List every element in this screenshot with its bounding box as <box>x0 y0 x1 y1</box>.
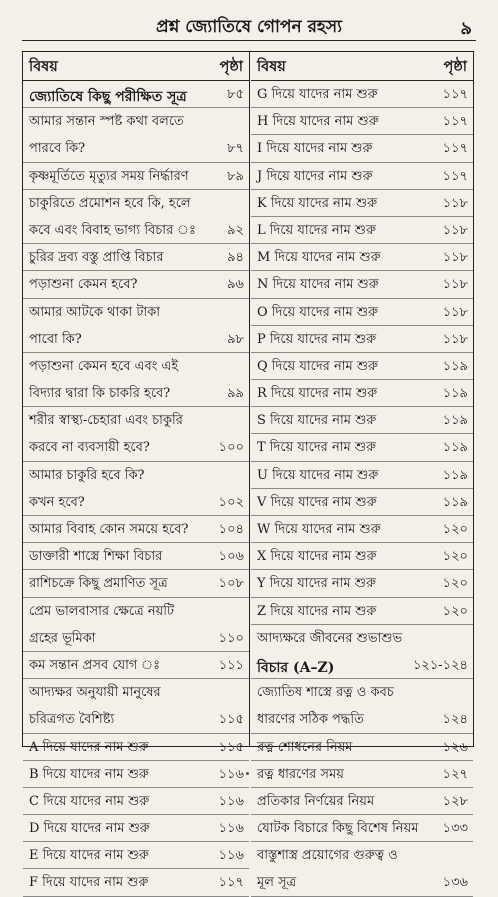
right-toc-entry <box>251 625 473 652</box>
left-subject-heading: বিষয় <box>29 58 58 75</box>
entry-title: জ্যোতিষ শাস্ত্রে রত্ন ও কবচ <box>257 685 394 701</box>
entry-title: L দিয়ে যাদের নাম শুরু <box>257 222 376 238</box>
right-header-row <box>251 52 473 81</box>
entry-title: O দিয়ে যাদের নাম শুরু <box>257 304 378 320</box>
entry-page: ৯৬ <box>227 277 244 293</box>
entry-page: ১১৭ <box>442 114 468 130</box>
entry-page: ৮৫ <box>227 87 244 102</box>
entry-title: I দিয়ে যাদের নাম শুরু <box>257 141 373 157</box>
entry-title: A দিয়ে যাদের নাম শুরু <box>29 739 149 755</box>
right-toc-entry <box>251 326 473 353</box>
entry-page: ১১১ <box>218 657 244 673</box>
left-toc-entry <box>23 353 249 380</box>
left-column <box>23 52 249 891</box>
entry-page: ১২১-১২৪ <box>412 657 468 673</box>
right-entry-list <box>251 81 473 897</box>
entry-title: G দিয়ে যাদের নাম শুরু <box>257 87 378 102</box>
right-toc-entry <box>251 271 473 298</box>
left-toc-entry <box>23 489 249 516</box>
entry-page: ১১৮ <box>442 304 468 320</box>
entry-title: চরিত্রগত বৈশিষ্ট্য <box>29 712 115 728</box>
entry-title: বিদ্যার দ্বারা কি চাকরি হবে? <box>29 386 171 402</box>
entry-title: U দিয়ে যাদের নাম শুরু <box>257 467 379 483</box>
right-toc-entry <box>251 679 473 706</box>
entry-title: আমার চাকুরি হবে কি? <box>29 467 145 483</box>
right-toc-entry <box>251 570 473 597</box>
entry-page: ১০৮ <box>218 576 244 592</box>
left-toc-entry <box>23 598 249 625</box>
right-toc-entry <box>251 163 473 190</box>
left-toc-entry <box>23 706 249 733</box>
entry-page: ১২৮ <box>442 793 468 809</box>
entry-title: রাশিচক্রে কিছু প্রমাণিত সূত্র <box>29 576 168 592</box>
left-toc-entry <box>23 761 249 788</box>
entry-page: ১১৬ <box>218 821 244 837</box>
entry-title: আদ্যক্ষরে জীবনের শুভাশুভ <box>257 630 403 646</box>
left-toc-entry <box>23 407 249 434</box>
left-toc-entry <box>23 299 249 326</box>
right-toc-entry <box>251 190 473 217</box>
entry-page: ১১৯ <box>442 467 468 483</box>
entry-page: ১১৬ <box>218 793 244 809</box>
entry-page: ১১৭ <box>442 168 468 184</box>
entry-title: প্রতিকার নির্ণয়ের নিয়ম <box>257 793 375 809</box>
entry-title: E দিয়ে যাদের নাম শুরু <box>29 848 149 864</box>
entry-title: F দিয়ে যাদের নাম শুরু <box>29 875 149 891</box>
left-toc-entry <box>23 217 249 244</box>
left-toc-entry <box>23 326 249 353</box>
right-page-heading: পৃষ্ঠা <box>443 58 467 75</box>
entry-title: পারবে কি? <box>29 141 86 157</box>
right-toc-entry <box>251 652 473 679</box>
entry-title: করবে না ব্যবসায়ী হবে? <box>29 440 150 456</box>
entry-title: D দিয়ে যাদের নাম শুরু <box>29 821 150 837</box>
entry-page: ১১৯ <box>442 358 468 374</box>
entry-title: C দিয়ে যাদের নাম শুরু <box>29 793 150 809</box>
footer-mark <box>246 772 249 775</box>
entry-page: ১১০ <box>218 630 244 646</box>
right-toc-entry <box>251 135 473 162</box>
entry-title: বাস্তুশাস্ত্র প্রয়োগের গুরুত্ব ও <box>257 848 398 864</box>
entry-title: ধারণের সঠিক পদ্ধতি <box>257 712 364 728</box>
right-toc-entry <box>251 489 473 516</box>
left-header-row <box>23 52 249 81</box>
entry-page: ১৩৩ <box>442 821 468 837</box>
entry-title: Y দিয়ে যাদের নাম শুরু <box>257 576 376 592</box>
right-subject-heading: বিষয় <box>257 58 286 75</box>
entry-title: X দিয়ে যাদের নাম শুরু <box>257 549 377 565</box>
right-toc-entry <box>251 761 473 788</box>
entry-title: আদ্যক্ষর অনুযায়ী মানুষের <box>29 685 161 701</box>
entry-page: ৯৪ <box>227 250 244 266</box>
entry-title: আমার বিবাহ কোন সময়ে হবে? <box>29 522 189 537</box>
left-toc-entry <box>23 190 249 217</box>
entry-page: ১১৫ <box>218 739 244 755</box>
entry-page: ১১৭ <box>442 141 468 157</box>
left-page-heading: পৃষ্ঠা <box>219 58 243 75</box>
entry-title: K দিয়ে যাদের নাম শুরু <box>257 195 378 211</box>
left-toc-entry <box>23 163 249 190</box>
right-column <box>251 52 473 891</box>
right-toc-entry <box>251 516 473 543</box>
entry-page: ১১৯ <box>442 413 468 429</box>
entry-title: কৃষ্ণমূর্তিতে মৃত্যুর সময় নির্দ্ধারণ <box>29 168 189 184</box>
entry-title: ডাক্তারী শাস্ত্রে শিক্ষা বিচার <box>29 549 163 565</box>
entry-page: ১০০ <box>218 440 244 456</box>
left-toc-entry <box>23 652 249 679</box>
entry-page: ১১৬ <box>218 766 244 782</box>
entry-page: ১১৯ <box>442 440 468 456</box>
entry-page: ৮৯ <box>227 168 244 184</box>
entry-title: গ্রহের ভূমিকা <box>29 630 96 646</box>
entry-page: ১২৬ <box>442 739 468 755</box>
right-toc-entry <box>251 734 473 761</box>
entry-page: ১১৮ <box>442 277 468 293</box>
entry-page: ১১৭ <box>442 87 468 102</box>
right-toc-entry <box>251 299 473 326</box>
entry-title: V দিয়ে যাদের নাম শুরু <box>257 494 377 510</box>
entry-title: যোটক বিচারে কিছু বিশেষ নিয়ম <box>257 821 419 837</box>
entry-title: পাবো কি? <box>29 331 82 347</box>
page-header <box>0 6 498 46</box>
left-toc-entry <box>23 462 249 489</box>
left-toc-entry <box>23 815 249 842</box>
right-toc-entry <box>251 842 473 869</box>
entry-title: কম সন্তান প্রসব যোগ ঃ <box>29 657 161 673</box>
entry-title: R দিয়ে যাদের নাম শুরু <box>257 386 378 402</box>
entry-title: চাকুরিতে প্রমোশন হবে কি, হলে <box>29 195 191 211</box>
entry-page: ১৩৬ <box>442 875 468 891</box>
entry-title: T দিয়ে যাদের নাম শুরু <box>257 440 377 456</box>
entry-title: Q দিয়ে যাদের নাম শুরু <box>257 358 378 374</box>
right-toc-entry <box>251 380 473 407</box>
entry-page: ১২০ <box>442 522 468 537</box>
entry-page: ১১৮ <box>442 222 468 238</box>
entry-page: ১১৯ <box>442 494 468 510</box>
entry-title: Z দিয়ে যাদের নাম শুরু <box>257 603 377 619</box>
entry-title: W দিয়ে যাদের নাম শুরু <box>257 522 381 537</box>
left-toc-entry <box>23 271 249 298</box>
entry-title: M দিয়ে যাদের নাম শুরু <box>257 250 381 266</box>
entry-page: ১২০ <box>442 603 468 619</box>
left-toc-entry <box>23 81 249 108</box>
left-toc-entry <box>23 543 249 570</box>
left-toc-entry <box>23 842 249 869</box>
entry-title: আমার সন্তান স্পষ্ট কথা বলতে <box>29 114 184 130</box>
left-toc-entry <box>23 244 249 271</box>
entry-page: ১১৯ <box>442 386 468 402</box>
left-toc-entry <box>23 434 249 461</box>
running-title: প্রশ্ন জ্যোতিষে গোপন রহস্য <box>155 17 343 37</box>
right-toc-entry <box>251 81 473 108</box>
entry-title: জ্যোতিষে কিছু পরীক্ষিত সূত্র <box>29 89 187 105</box>
entry-page: ১১৮ <box>442 195 468 211</box>
entry-title: কবে এবং বিবাহ ভাগ্য বিচার ঃ <box>29 222 196 238</box>
left-toc-entry <box>23 788 249 815</box>
entry-title: B দিয়ে যাদের নাম শুরু <box>29 766 149 782</box>
entry-page: ১০৪ <box>218 522 244 537</box>
left-entry-list <box>23 81 249 897</box>
entry-title: P দিয়ে যাদের নাম শুরু <box>257 331 377 347</box>
entry-page: ১২০ <box>442 549 468 565</box>
entry-page: ১০২ <box>218 494 244 510</box>
entry-title: N দিয়ে যাদের নাম শুরু <box>257 277 379 293</box>
entry-page: ১০৬ <box>218 549 244 565</box>
left-toc-entry <box>23 679 249 706</box>
entry-page: ১১৮ <box>442 331 468 347</box>
left-toc-entry <box>23 135 249 162</box>
entry-title: আমার আটকে থাকা টাকা <box>29 304 161 320</box>
right-toc-entry <box>251 598 473 625</box>
entry-title: রত্ন ধারণের সময় <box>257 766 344 782</box>
left-toc-entry <box>23 734 249 761</box>
right-toc-entry <box>251 462 473 489</box>
entry-title: কখন হবে? <box>29 494 85 510</box>
column-divider <box>249 52 250 746</box>
contents-table <box>22 51 474 891</box>
page-number: ৯ <box>460 18 472 39</box>
right-toc-entry <box>251 788 473 815</box>
entry-title: রত্ন শোধনের নিয়ম <box>257 739 353 755</box>
entry-title: বিচার (A–Z) <box>257 659 335 676</box>
entry-page: ১১৮ <box>442 250 468 266</box>
right-toc-entry <box>251 815 473 842</box>
left-toc-entry <box>23 869 249 896</box>
left-toc-entry <box>23 380 249 407</box>
entry-page: ১১৭ <box>218 875 244 891</box>
entry-title: পড়াশুনা কেমন হবে এবং এই <box>29 358 179 374</box>
left-toc-entry <box>23 516 249 543</box>
entry-page: ৯৯ <box>227 386 244 402</box>
entry-page: ১২৭ <box>442 766 468 782</box>
entry-page: ১২৪ <box>442 712 468 728</box>
right-toc-entry <box>251 353 473 380</box>
left-toc-entry <box>23 108 249 135</box>
right-toc-entry <box>251 434 473 461</box>
entry-title: শরীর স্বাস্থ্য-চেহারা এবং চাকুরি <box>29 413 183 429</box>
entry-page: ১২০ <box>442 576 468 592</box>
entry-page: ৮৭ <box>227 141 244 157</box>
right-toc-entry <box>251 407 473 434</box>
entry-title: পড়াশুনা কেমন হবে? <box>29 277 138 293</box>
entry-page: ১১৫ <box>218 712 244 728</box>
header-rule <box>22 40 476 41</box>
entry-page: ৯২ <box>227 222 244 238</box>
right-toc-entry <box>251 543 473 570</box>
left-toc-entry <box>23 570 249 597</box>
right-toc-entry <box>251 108 473 135</box>
entry-page: ১১৬ <box>218 848 244 864</box>
entry-title: প্রেম ভালবাসার ক্ষেত্রে নয়টি <box>29 603 175 619</box>
entry-title: চুরির দ্রব্য বস্তু প্রাপ্তি বিচার <box>29 250 164 266</box>
entry-title: S দিয়ে যাদের নাম শুরু <box>257 413 377 429</box>
entry-title: J দিয়ে যাদের নাম শুরু <box>257 168 373 184</box>
entry-page: ৯৮ <box>227 331 244 347</box>
left-toc-entry <box>23 625 249 652</box>
entry-title: মূল সূত্র <box>257 875 297 891</box>
right-toc-entry <box>251 217 473 244</box>
entry-title: H দিয়ে যাদের নাম শুরু <box>257 114 379 130</box>
right-toc-entry <box>251 244 473 271</box>
right-toc-entry <box>251 706 473 733</box>
right-toc-entry <box>251 869 473 896</box>
